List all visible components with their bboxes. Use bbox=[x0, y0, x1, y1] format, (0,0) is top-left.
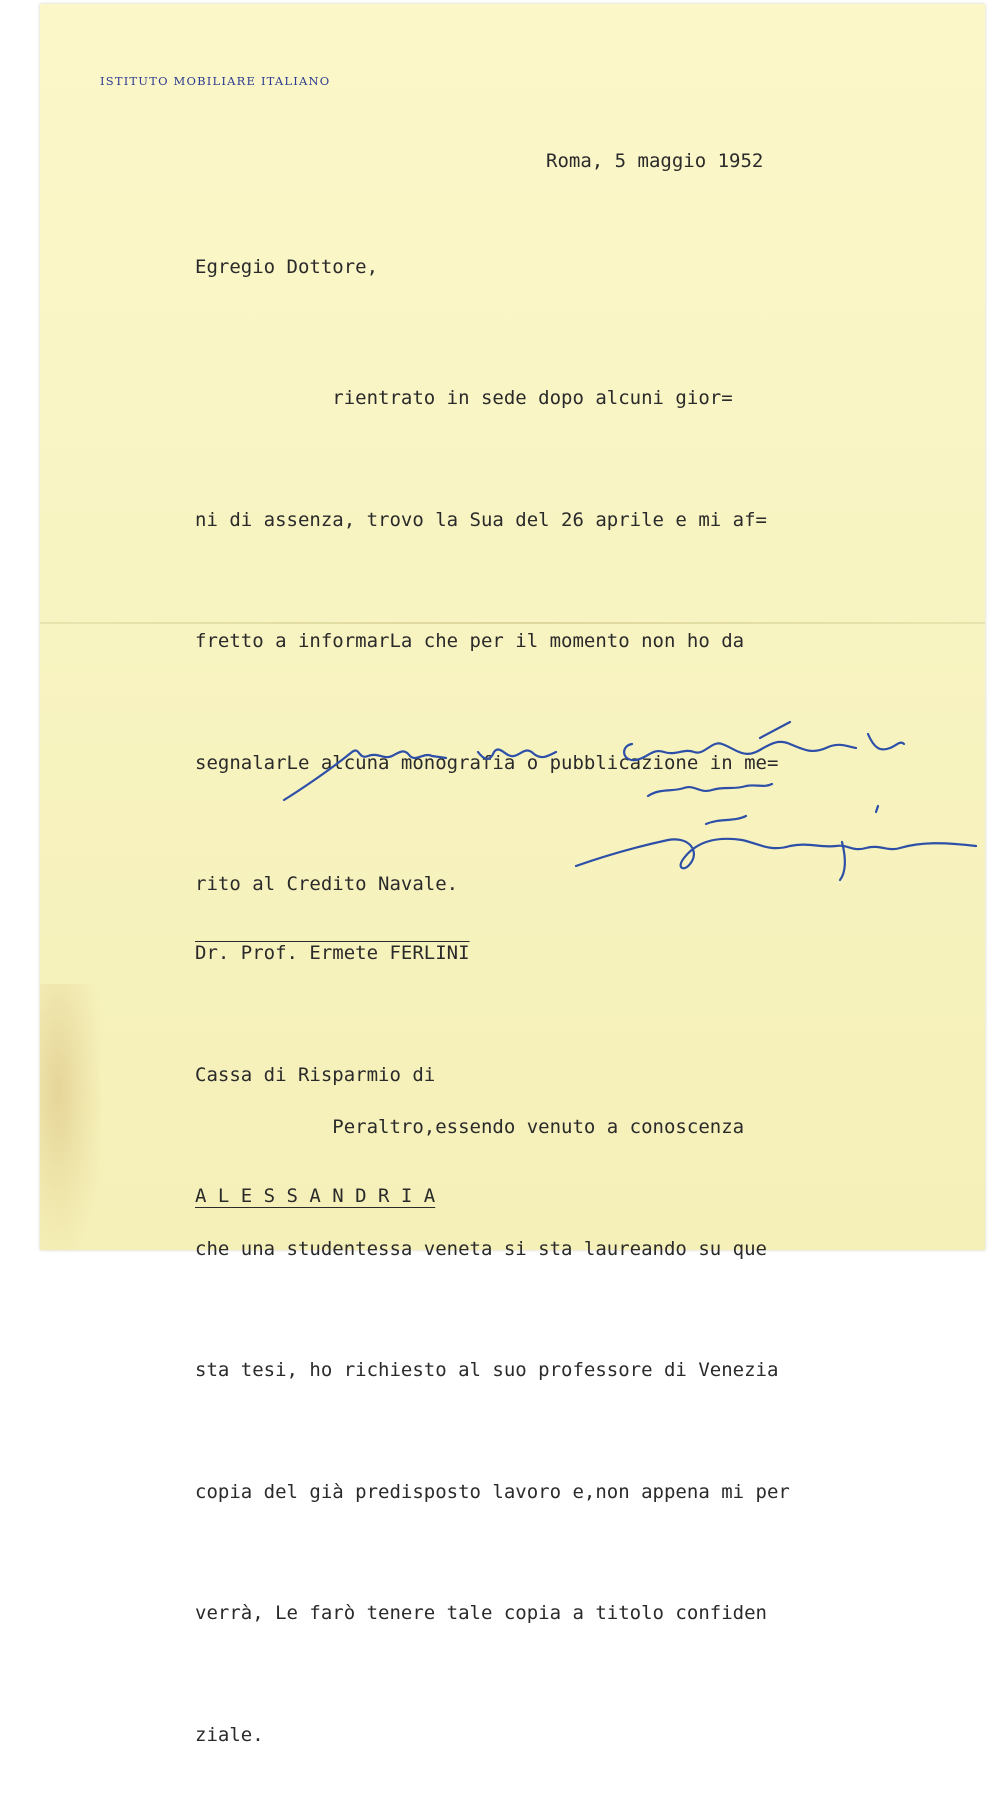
body-line: verrà, Le farò tenere tale copia a titolo confiden bbox=[195, 1602, 767, 1624]
recipient-block bbox=[195, 852, 470, 1257]
date-line: Roma, 5 maggio 1952 bbox=[546, 150, 764, 172]
body-line: rito al Credito Navale. bbox=[195, 873, 459, 895]
paper-stain bbox=[40, 984, 100, 1250]
body-line: rientrato in sede dopo alcuni gior= bbox=[195, 387, 733, 409]
recipient-city: A L E S S A N D R I A bbox=[195, 1185, 436, 1207]
body-line: sta tesi, ho richiesto al suo professore di Venezia bbox=[195, 1359, 779, 1381]
salutation: Egregio Dottore, bbox=[195, 256, 379, 278]
body-line: Peraltro,essendo venuto a conoscenza bbox=[195, 1116, 745, 1138]
body-line: ziale. bbox=[195, 1723, 264, 1746]
letterhead: ISTITUTO MOBILIARE ITALIANO bbox=[100, 74, 331, 88]
body-line: fretto a informarLa che per il momento non ho da bbox=[195, 630, 745, 652]
body-line: che una studentessa veneta si sta laureando su que bbox=[195, 1237, 767, 1260]
recipient-name: Dr. Prof. Ermete FERLINI bbox=[195, 942, 470, 964]
recipient-institution: Cassa di Risparmio di bbox=[195, 1063, 436, 1086]
body-line: copia del già predisposto lavoro e,non appena mi per bbox=[195, 1480, 790, 1503]
body-line: ni di assenza, trovo la Sua del 26 aprile e mi af= bbox=[195, 508, 767, 531]
body-line: segnalarLe alcuna monografia o pubblicazione in me= bbox=[195, 751, 779, 774]
